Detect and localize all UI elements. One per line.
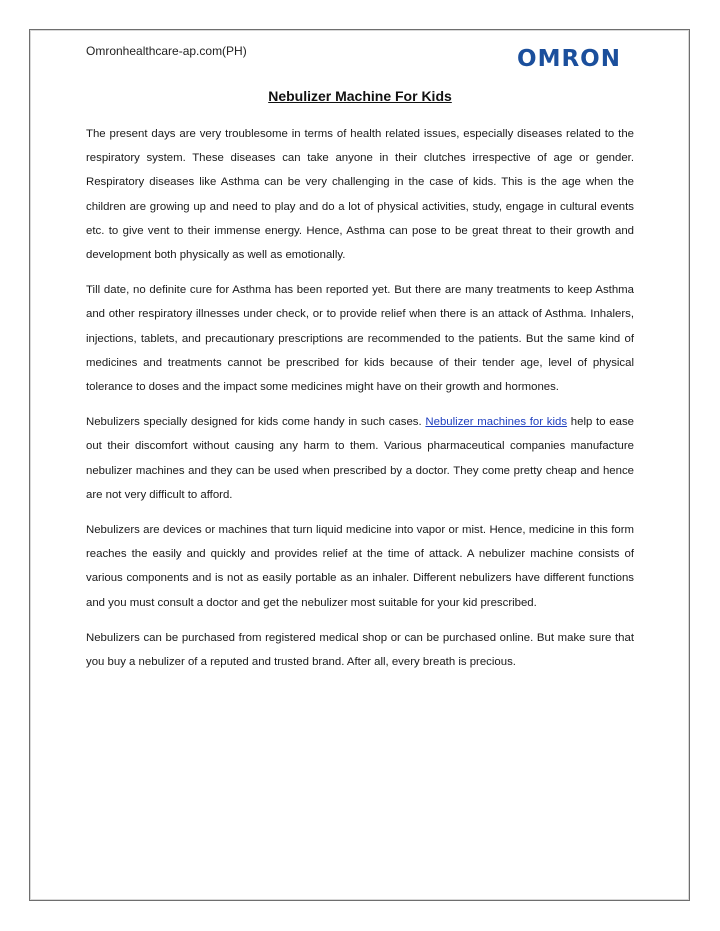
page-header [86, 44, 634, 84]
paragraph-4: Nebulizers are devices or machines that turn liquid medicine into vapor or mist. Hence, medicine in this form reaches the easily and quickly and provides relief at the time of attack. A nebulizer machine consists of various components and is not as easily portable as an inhaler. Different nebulizers have different functions and you must consult a doctor and get the nebulizer most suitable for your kid prescribed. [86, 524, 634, 609]
document-body [86, 122, 634, 685]
nebulizer-machines-link[interactable]: Nebulizer machines for kids [425, 416, 568, 429]
paragraph-3 [86, 410, 634, 507]
paragraph-3-text-before: Nebulizers specially designed for kids come handy in such cases. [86, 416, 426, 429]
header-source-text: Omronhealthcare-ap.com(PH) [86, 44, 247, 58]
paragraph-2: Till date, no definite cure for Asthma has been reported yet. But there are many treatments to keep Asthma and other respiratory illnesses under check, or to provide relief when there is an attack of Asthma. Inhalers, injections, tablets, and precautionary prescriptions are recommended to the patients. But the same kind of medicines and treatments cannot be prescribed for kids because of their tender age, level of physical tolerance to doses and the impact some medicines might have on their growth and hormones. [86, 284, 634, 394]
omron-logo [514, 41, 624, 75]
paragraph-3-text-after: help to ease out their discomfort without causing any harm to them. Various pharmaceutical companies manufacture nebulizer machines and they can be used when prescribed by a doctor. They come pretty cheap and hence are not very difficult to afford. [86, 416, 634, 501]
document-title: Nebulizer Machine For Kids [268, 88, 452, 104]
omron-logo-text: OMRON [517, 46, 621, 72]
paragraph-5: Nebulizers can be purchased from registered medical shop or can be purchased online. But make sure that you buy a nebulizer of a reputed and trusted brand. After all, every breath is precious. [86, 631, 634, 669]
paragraph-1: The present days are very troublesome in terms of health related issues, especially diseases related to the respiratory system. These diseases can take anyone in their clutches irrespective of age or gender. Respiratory diseases like Asthma can be very challenging in the case of kids. This is the age when the children are growing up and need to play and do a lot of physical activities, study, engage in cultural events etc. to give vent to their immense energy. Hence, Asthma can pose to be great threat to their growth and development both physically as well as emotionally. [86, 128, 634, 262]
